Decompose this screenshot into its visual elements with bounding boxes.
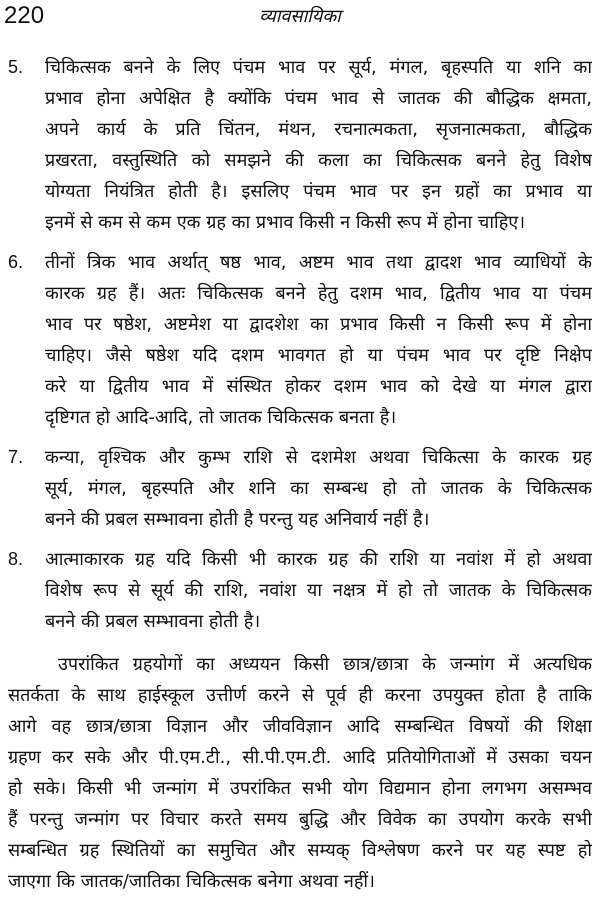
text-line: चिकित्सक बनने के लिए पंचम भाव पर सूर्य, मंगल, बृहस्पति या शनि का <box>45 57 592 78</box>
text-line: सम्बन्धित ग्रह स्थितियों का समुचित और सम्यक् विश्लेषण करने पर यह स्पष्ट हो <box>8 840 592 861</box>
text-line: करे या द्वितीय भाव में संस्थित होकर दशम भाव को देखे या मंगल द्वारा <box>45 376 592 397</box>
text-line: आत्माकारक ग्रह यदि किसी भी कारक ग्रह की राशि या नवांश में हो अथवा <box>45 549 592 570</box>
text-line: योग्यता नियंत्रित होती है। इसलिए पंचम भाव पर इन ग्रहों का प्रभाव या <box>45 181 592 202</box>
list-item-6 <box>8 247 592 433</box>
item-number: 5. <box>8 57 24 77</box>
text-line: बनने की प्रबल सम्भावना होती है परन्तु यह अनिवार्य नहीं है। <box>45 509 430 530</box>
text-line: कन्या, वृश्चिक और कुम्भ राशि से दशमेश अथवा चिकित्सा के कारक ग्रह <box>45 447 592 468</box>
item-number: 6. <box>8 252 24 272</box>
text-line: प्रखरता, वस्तुस्थिति को समझने की कला का चिकित्सक बनने हेतु विशेष <box>45 150 592 171</box>
page-body <box>8 52 592 897</box>
text-line: ग्रहण कर सके और पी.एम.टी., सी.पी.एम.टी. आदि प्रतियोगिताओं में उसका चयन <box>8 747 592 768</box>
text-line: तीनों त्रिक भाव अर्थात् षष्ठ भाव, अष्टम भाव तथा द्वादश भाव व्याधियों के <box>45 252 592 273</box>
text-line: आगे वह छात्र/छात्रा विज्ञान और जीवविज्ञान आदि सम्बन्धित विषयों की शिक्षा <box>8 716 592 737</box>
list-item-7 <box>8 442 592 535</box>
text-line: दृष्टिगत हो आदि-आदि, तो जातक चिकित्सक बनता है। <box>45 407 397 428</box>
item-text <box>45 247 592 433</box>
page-header <box>0 0 600 36</box>
text-line: हैं परन्तु जन्मांग पर विचार करते समय बुद्धि और विवेक का उपयोग करके सभी <box>8 809 592 830</box>
text-line: जाएगा कि जातक/जातिका चिकित्सक बनेगा अथवा नहीं। <box>8 871 375 892</box>
text-line: विशेष रूप से सूर्य की राशि, नवांश या नक्षत्र में हो तो जातक के चिकित्सक <box>45 580 592 601</box>
text-line: इनमें से कम से कम एक ग्रह का प्रभाव किसी न किसी रूप में होना चाहिए। <box>45 212 526 233</box>
item-text <box>45 442 592 535</box>
page-number: 220 <box>4 2 45 29</box>
item-number: 7. <box>8 447 24 467</box>
text-line: उपरांकित ग्रहयोगों का अध्ययन किसी छात्र/छात्रा के जन्मांग में अत्यधिक <box>58 654 592 675</box>
list-item-5 <box>8 52 592 238</box>
text-line: चाहिए। जैसे षष्ठेश यदि दशम भावगत हो या पंचम भाव पर दृष्टि निक्षेप <box>45 345 592 366</box>
text-line: कारक ग्रह हैं। अतः चिकित्सक बनने हेतु दशम भाव, द्वितीय भाव या पंचम <box>45 283 592 304</box>
text-line: सतर्कता के साथ हाईस्कूल उत्तीर्ण करने से पूर्व ही करना उपयुक्त होता है ताकि <box>8 685 592 706</box>
text-line: सूर्य, मंगल, बृहस्पति और शनि का सम्बन्ध हो तो जातक के चिकित्सक <box>45 478 592 499</box>
text-line: अपने कार्य के प्रति चिंतन, मंथन, रचनात्मकता, सृजनात्मकता, बौद्धिक <box>45 119 592 140</box>
item-number: 8. <box>8 549 24 569</box>
text-line: बनने की प्रबल सम्भावना होती है। <box>45 611 261 632</box>
item-text <box>45 544 592 637</box>
closing-paragraph <box>8 649 592 897</box>
text-line: हो सके। किसी भी जन्मांग में उपरांकित सभी योग विद्यमान होना लगभग असम्भव <box>8 778 592 799</box>
running-title: व्यावसायिका <box>259 6 341 27</box>
text-line: प्रभाव होना अपेक्षित है क्योंकि पंचम भाव से जातक की बौद्धिक क्षमता, <box>45 88 592 109</box>
text-line: भाव पर षष्ठेश, अष्टमेश या द्वादशेश का प्रभाव किसी न किसी रूप में होना <box>45 314 592 335</box>
item-text <box>45 52 592 238</box>
list-item-8 <box>8 544 592 637</box>
